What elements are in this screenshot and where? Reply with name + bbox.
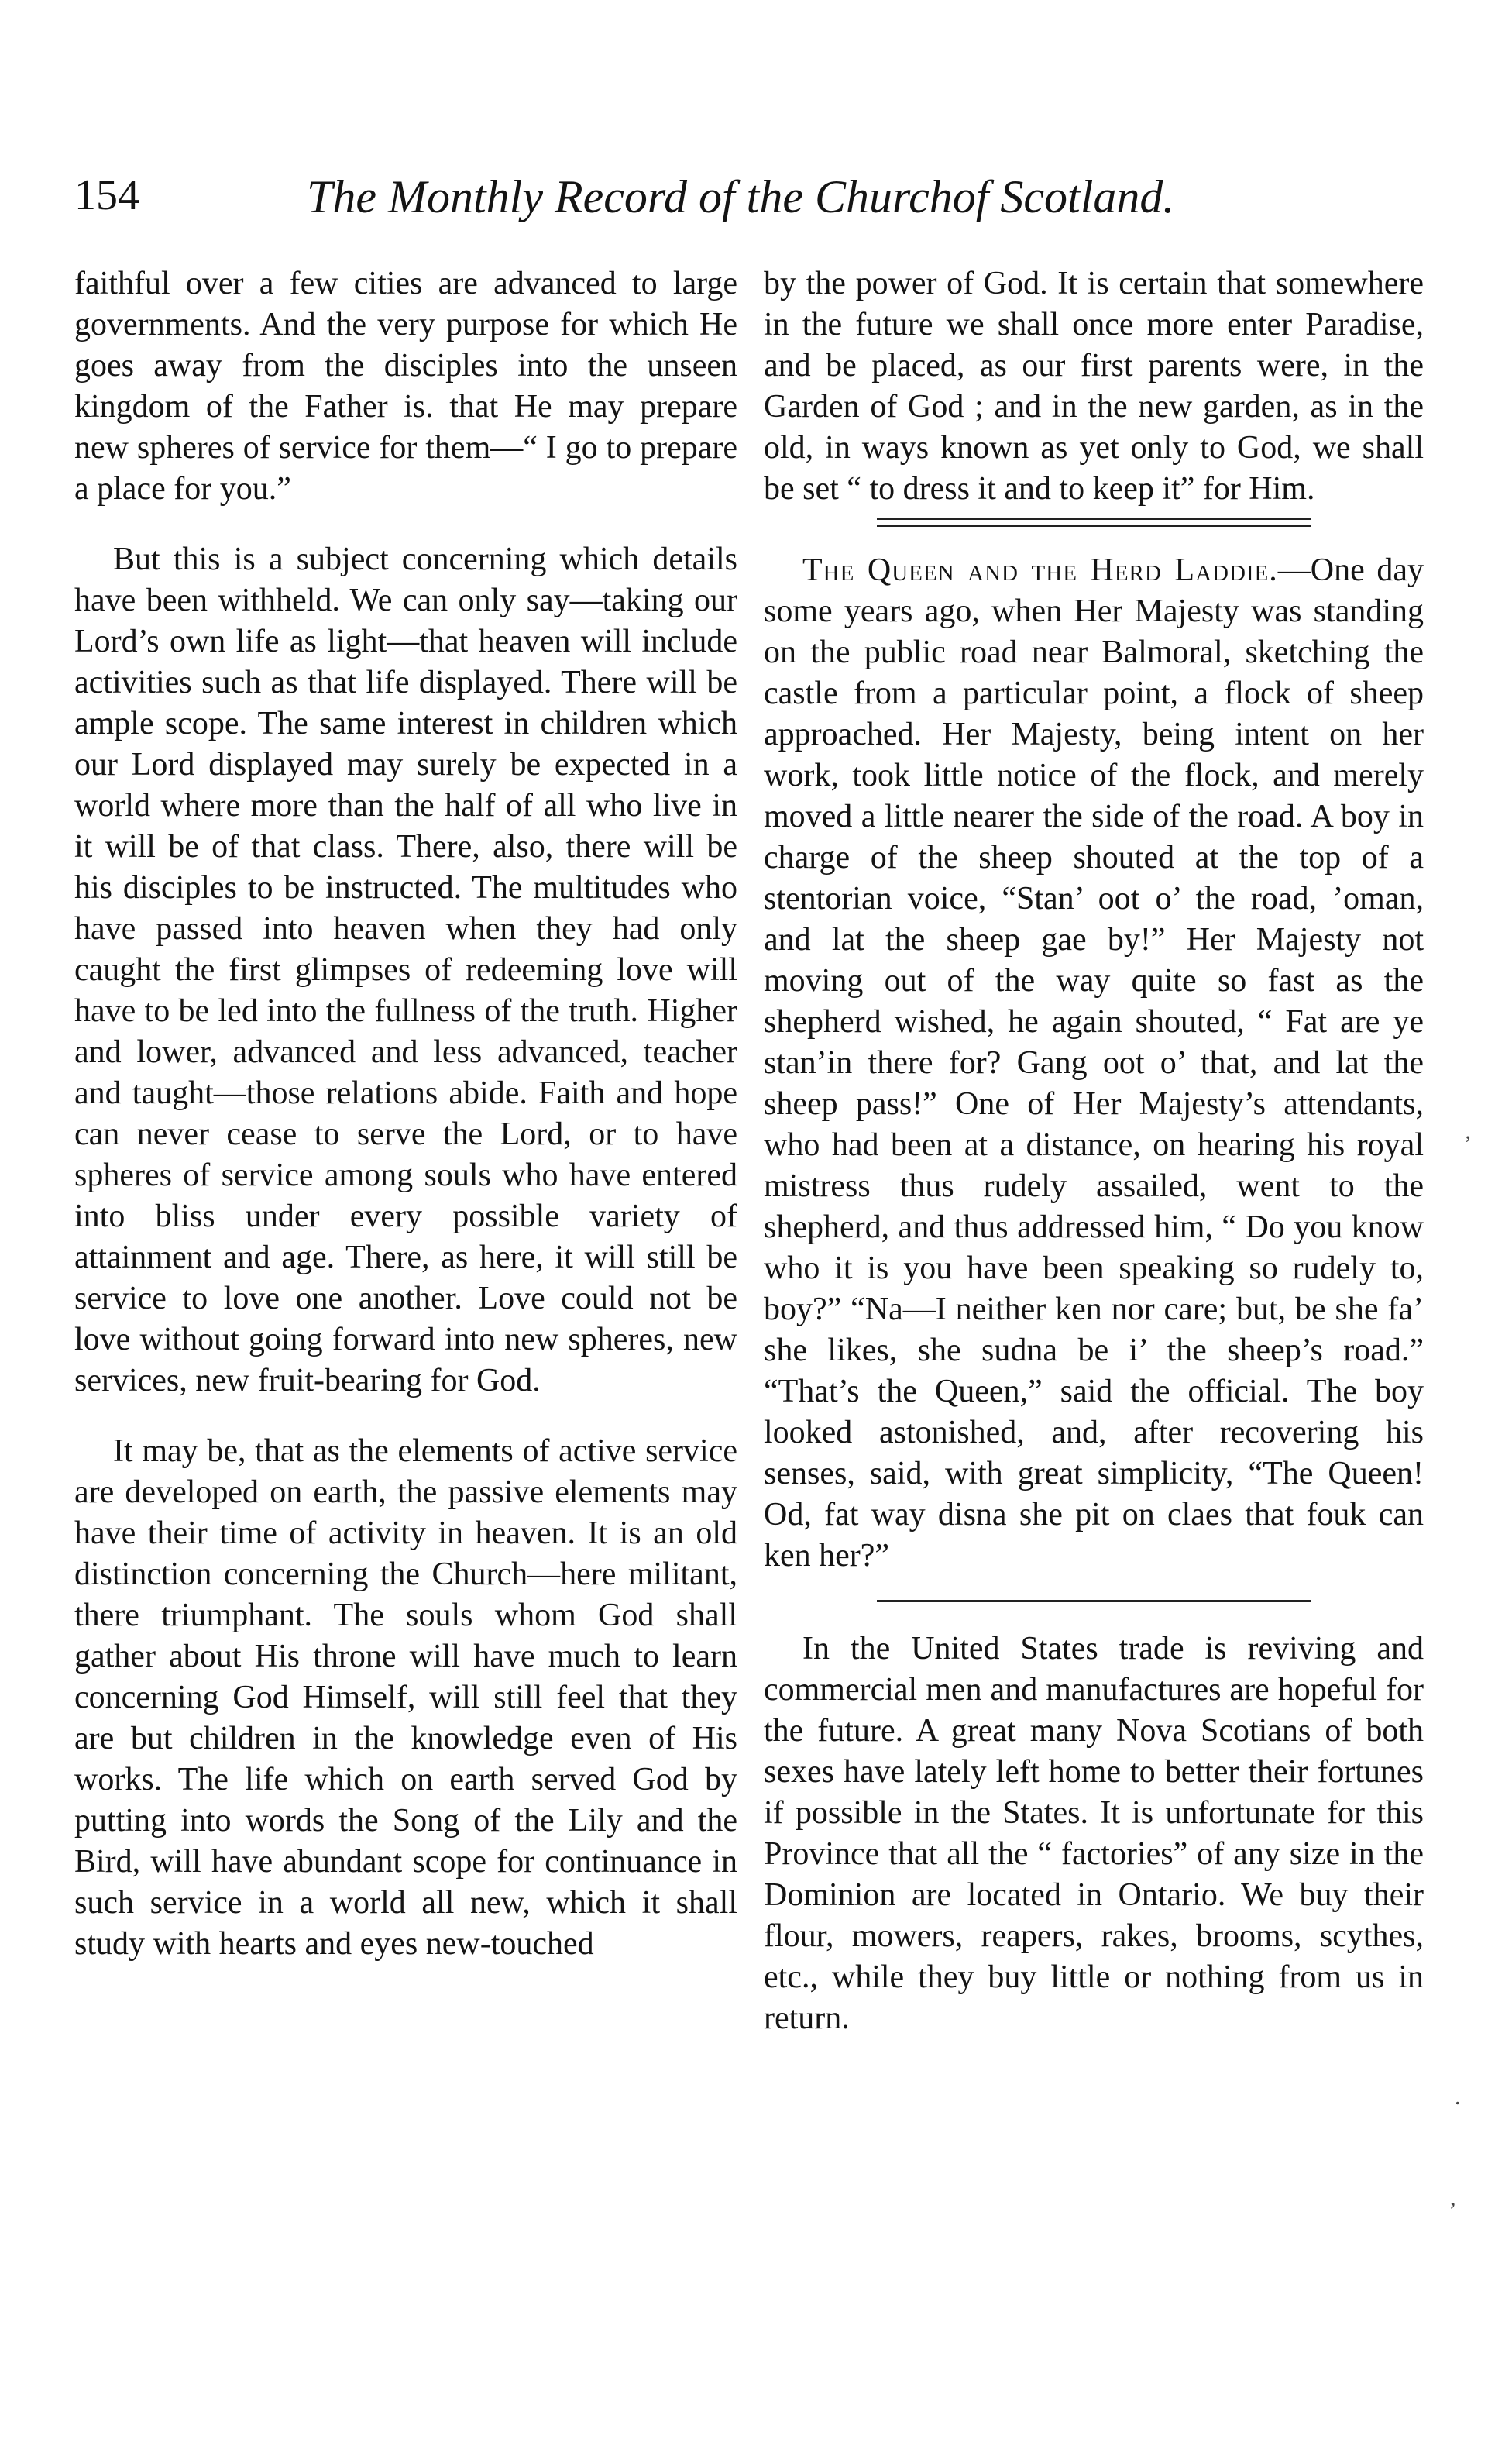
page-number: 154	[74, 171, 139, 219]
article-title: The Queen and the Herd Laddie.	[802, 552, 1278, 588]
article-body: —One day some years ago, when Her Majesty was standing on the public road near Balmoral, sketching the castle from a particular point, a flock of sheep approached. Her Majesty, being intent on her work, took little notice of the flock, and merely moved a little nearer the side of the road. A boy in charge of the sheep shouted at the top of a stentorian voice, “Stan’ oot o’ the road, ’oman, and lat the sheep gae by!” Her Majesty not moving out of the way quite so fast as the shepherd wished, he again shouted, “ Fat are ye stan’in there for? Gang oot o’ that, and lat the sheep pass!” One of Her Majesty’s attendants, who had been at a distance, on hearing his royal mistress thus rudely assailed, went to the shepherd, and thus addressed him, “ Do you know who it is you have been speaking so rudely to, boy?” “Na—I neither ken nor care; but, be she fa’ she likes, she sudna be i’ the sheep’s road.” “That’s the Queen,” said the official. The boy looked astonished, and, after recovering his senses, said, with great simplicity, “The Queen! Od, fat way disna she pit on claes that fouk can ken her?”	[764, 552, 1424, 1574]
left-paragraph-1: faithful over a few cities are advanced to large governments. And the very purpose for which He goes away from the disciples into the unseen kingdom of the Father is. that He may prepare new spheres of service for them—“ I go to prepare a place for you.”	[74, 266, 737, 507]
left-paragraph-3: It may be, that as the elements of active service are developed on earth, the passive elements may have their time of activity in heaven. It is an old distinction concerning the Church—here militant, there triumphant. The souls whom God shall gather about His throne will have much to learn concerning God Himself, will still feel that they are but children in the knowledge even of His works. The life which on earth served God by putting into words the Song of the Lily and the Bird, will have abundant scope for continuance in such service in a world all new, which it shall study with hearts and eyes new-touched	[74, 1433, 737, 1962]
article-paragraph	[764, 550, 1424, 1577]
single-rule-divider	[877, 1600, 1311, 1602]
margin-speck: .	[1455, 2084, 1461, 2110]
left-column	[74, 263, 737, 1965]
margin-speck: ’	[1464, 1131, 1472, 1157]
double-rule-divider	[877, 518, 1311, 527]
left-paragraph-2: But this is a subject concerning which details have been withheld. We can only say—taking our Lord’s own life as light—that heaven will include activities such as that life displayed. There will be ample scope. The same interest in children which our Lord displayed may surely be expected in a world where more than the half of all who live in it will be of that class. There, also, there will be his disciples to be instructed. The multitudes who have passed into heaven when they had only caught the first glimpses of redeeming love will have to be led into the fullness of the truth. Higher and lower, advanced and less advanced, teacher and taught—those relations abide. Faith and hope can never cease to serve the Lord, or to have spheres of service among souls who have entered into bliss under every possible variety of attainment and age. There, as here, it will still be service to love one another. Love could not be love without going forward into new spheres, new services, new fruit-bearing for God.	[74, 542, 737, 1398]
right-paragraph-1: by the power of God. It is certain that somewhere in the future we shall once more enter Paradise, and be placed, as our first parents were, in the Garden of God ; and in the new garden, as in the old, in ways known as yet only to God, we shall be set “ to dress it and to keep it” for Him.	[764, 266, 1424, 507]
right-paragraph-3: In the United States trade is reviving and commercial men and manufactures are hopeful for the future. A great many Nova Scotians of both sexes have lately left home to better their fortunes if possible in the States. It is unfortunate for this Province that all the “ factories” of any size in the Dominion are located in Ontario. We buy their flour, mowers, reapers, rakes, brooms, scythes, etc., while they buy little or nothing from us in return.	[764, 1631, 1424, 2036]
running-title: The Monthly Record of the Churchof Scotland.	[307, 171, 1175, 222]
right-column	[764, 263, 1424, 2039]
page-header	[74, 170, 1298, 240]
margin-speck: ,	[1450, 2185, 1456, 2210]
